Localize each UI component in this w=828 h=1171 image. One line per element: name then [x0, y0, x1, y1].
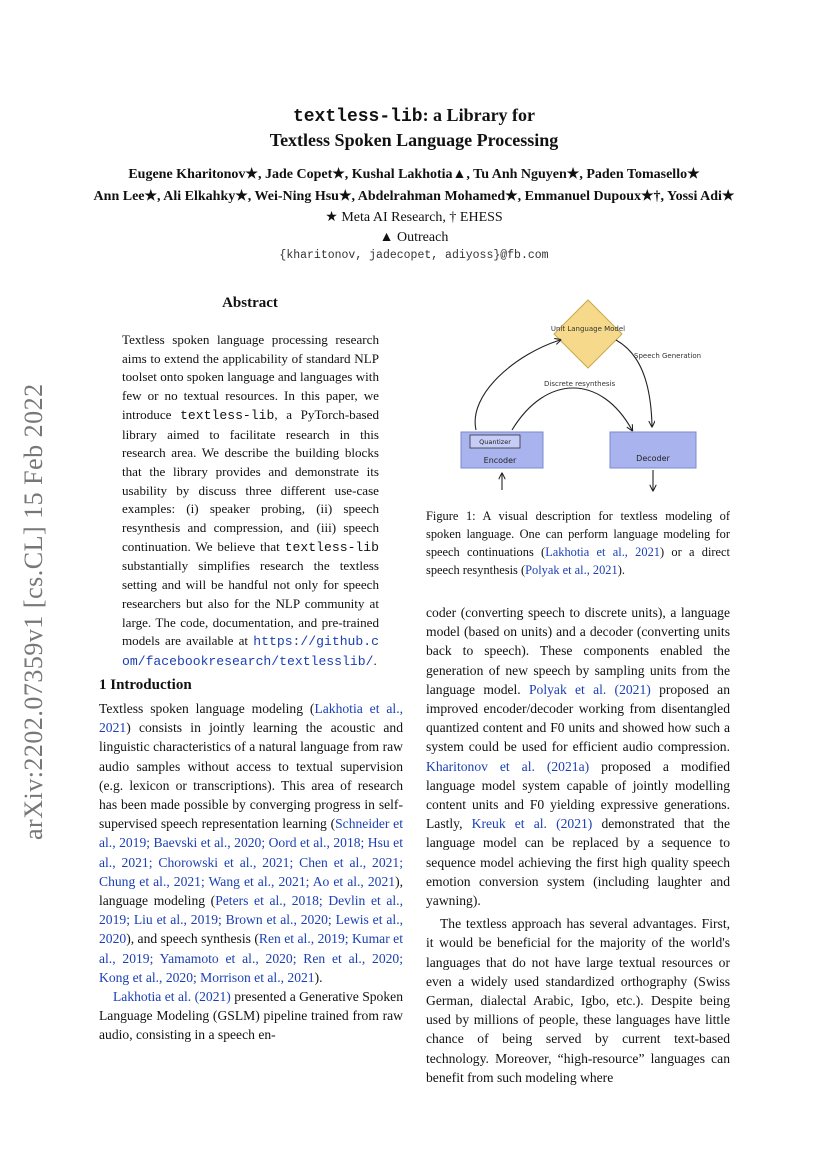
citation-link[interactable]: Schneider et al., 2019; Baevski et al., 2020; Oord et al., 2018; Hsu et al., 2021; Chorowski et al., 2021; Chen et al., 2021; Chung et al., 2021; Wang et al., 2021; Ao et al., 2021	[99, 816, 403, 889]
intro-paragraph-1	[99, 699, 403, 987]
discrete-resynthesis-label: Discrete resynthesis	[544, 380, 616, 388]
caption-text-c: ).	[617, 563, 625, 577]
abstract-text-2: , a PyTorch-based library aimed to facilitate research in this research area. We describe the building blocks that the library provides and demonstrate its usability by discuss three different use-case examples: (i) speaker probing, (ii) speech resynthesis and compression, and (iii) speech continuation. We believe that	[122, 406, 379, 554]
unit-language-model-node	[554, 300, 622, 368]
abstract-lib-name-2: textless-lib	[284, 539, 379, 555]
title-library-name: textless-lib	[292, 107, 423, 127]
arxiv-sidebar-id: arXiv:2202.07359v1 [cs.CL] 15 Feb 2022	[19, 383, 48, 840]
title-line2: Textless Spoken Language Processing	[269, 130, 559, 150]
section-heading-introduction: 1 Introduction	[99, 677, 192, 693]
col2-paragraph-1	[426, 603, 730, 910]
title-rest: : a Library for	[422, 105, 536, 125]
caption-text-a: Figure 1: A visual description for textless modeling of spoken language. One can perform language modeling for speech continuations (	[426, 509, 730, 559]
caption-text-b: ) or a direct speech resynthesis (	[426, 545, 730, 577]
encoder-label: Encoder	[483, 456, 517, 465]
ulm-label: Unit Language Model	[550, 325, 626, 333]
intro-text: ).	[314, 969, 323, 985]
citation-link[interactable]: Kharitonov et al. (2021a)	[426, 758, 590, 774]
abstract-lib-name-1: textless-lib	[180, 407, 275, 423]
abstract-text-1: Textless spoken language processing research aims to extend the applicability of standard NLP toolset onto spoken language and languages with few or no textual resources. In this paper, we introduce	[122, 332, 379, 422]
caption-citation-1[interactable]: Lakhotia et al., 2021	[545, 545, 660, 559]
intro-text: presented a Generative Spoken Language Modeling (GSLM) pipeline trained from raw audio, consisting in a speech en-	[99, 989, 403, 1043]
intro-text: ) consists in jointly learning the acoustic and linguistic characteristics of a natural language from raw audio samples without access to textual supervision (e.g. lexicon or transcriptions). This area of research has been made possible by converging progress in self-supervised speech representation learning (	[99, 720, 403, 832]
github-link[interactable]: https://github.com/facebookresearch/textlesslib/	[122, 634, 379, 669]
citation-link[interactable]: Lakhotia et al. (2021)	[113, 989, 231, 1005]
authors-line2: Ann Lee★, Ali Elkahky★, Wei-Ning Hsu★, Abdelrahman Mohamed★, Emmanuel Dupoux★†, Yossi Adi★	[93, 189, 735, 204]
right-column-body	[426, 603, 730, 1087]
caption-citation-2[interactable]: Polyak et al., 2021	[525, 563, 618, 577]
citation-link[interactable]: Peters et al., 2018; Devlin et al., 2019; Liu et al., 2019; Brown et al., 2020; Lewis et al., 2020	[99, 893, 403, 947]
affiliation-1: ★ Meta AI Research, † EHESS	[325, 210, 503, 225]
affiliation-2: ▲ Outreach	[379, 230, 449, 245]
authors-line1: Eugene Kharitonov★, Jade Copet★, Kushal Lakhotia▲, Tu Anh Nguyen★, Paden Tomasello★	[128, 167, 700, 182]
intro-text: ), and speech synthesis (	[126, 931, 259, 947]
paper-title	[0, 104, 828, 152]
decoder-label: Decoder	[636, 454, 670, 463]
abstract-body	[122, 331, 379, 672]
citation-link[interactable]: Kreuk et al. (2021)	[471, 816, 593, 832]
body-text: coder (converting speech to discrete units), a language model (based on units) and a decoder (converting units back to speech). These components enabled the generation of new speech by sampling units from the language model.	[426, 605, 730, 697]
body-text: proposed an improved encoder/decoder working from disentangled quantized content and F0 units and showed how such a system could be used for efficient audio compression.	[426, 681, 731, 755]
author-emails: {kharitonov, jadecopet, adiyoss}@fb.com	[279, 249, 549, 262]
abstract-text-3: substantially simplifies research the textless setting and will be handful not only for speech researchers but also for the NLP community at large. The code, documentation, and pre-trained models are available at	[122, 558, 379, 649]
author-list	[0, 164, 828, 208]
discrete-resynthesis-arrow	[512, 388, 632, 430]
citation-link[interactable]: Polyak et al. (2021)	[528, 681, 651, 697]
body-text: demonstrated that the language model can be replaced by a sequence to sequence model achieving the first high quality speech emotion conversion system (including laughter and yawning).	[426, 816, 730, 909]
citation-link[interactable]: Ren et al., 2019; Kumar et al., 2019; Yamamoto et al., 2020; Ren et al., 2020; Kong et al., 2020; Morrison et al., 2021	[99, 931, 403, 985]
body-text: proposed a modified language model system capable of jointly modelling content units and F0 yielding expressive generations. Lastly,	[426, 758, 730, 832]
figure-1-caption	[426, 507, 730, 579]
left-column-body	[99, 699, 403, 1045]
col2-paragraph-2: The textless approach has several advantages. First, it would be beneficial for the majority of the world's languages that do not have large textual resources or even a widely used standardized orthography (Swiss German, dialectal Arabic, Igbo, etc.). Despite being used by millions of people, these languages have little chance of being served by current text-based technology. Moreover, “high-resource” languages can benefit from such modeling where	[426, 916, 730, 1085]
intro-text: ), language modeling (	[99, 873, 403, 909]
figure-1-diagram	[426, 294, 730, 494]
quantizer-label: Quantizer	[479, 438, 511, 446]
abstract-text-4: .	[373, 652, 377, 668]
speech-generation-label: Speech Generation	[634, 352, 702, 360]
citation-link[interactable]: Lakhotia et al., 2021	[99, 701, 404, 736]
abstract-heading: Abstract	[222, 295, 278, 311]
intro-text: Textless spoken language modeling (	[99, 701, 315, 716]
intro-paragraph-2	[99, 987, 403, 1045]
